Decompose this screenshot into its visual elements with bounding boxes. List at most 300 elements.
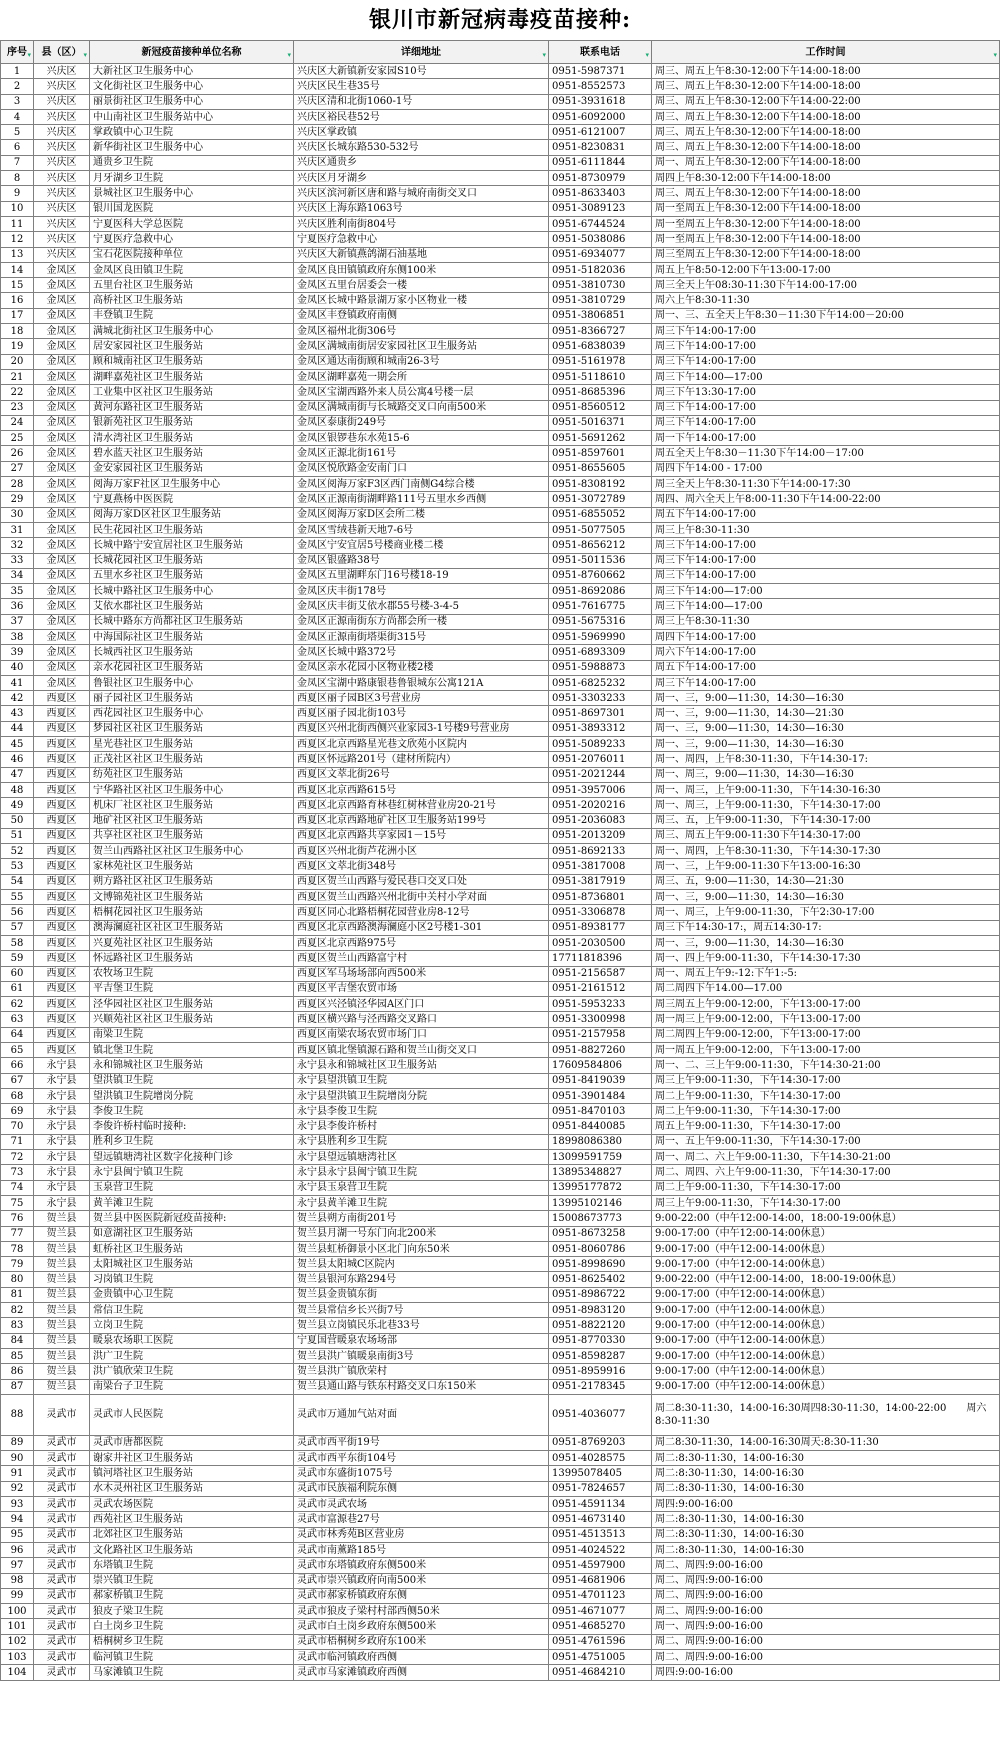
cell-address: 西夏区丽子园B区3号营业房	[294, 691, 549, 706]
cell-address: 金凤区长城中路372号	[294, 645, 549, 660]
cell-site-name: 清水湾社区卫生服务站	[90, 431, 294, 446]
cell-address: 金凤区丰登镇政府南侧	[294, 308, 549, 323]
cell-district: 贺兰县	[34, 1241, 90, 1256]
cell-site-name: 碧水蓝天社区卫生服务站	[90, 446, 294, 461]
cell-site-name: 灵武市唐都医院	[90, 1435, 294, 1450]
cell-hours: 周三下午14:00-17:00	[652, 415, 1000, 430]
cell-hours: 周五上午9:00-11:30，下午14:30-17:00	[652, 1119, 1000, 1134]
cell-district: 西夏区	[34, 737, 90, 752]
cell-district: 金凤区	[34, 354, 90, 369]
cell-hours: 周三上午8:30-11:30	[652, 614, 1000, 629]
cell-phone: 0951-3931618	[549, 94, 652, 109]
cell-phone: 0951-5118610	[549, 369, 652, 384]
cell-index: 42	[1, 691, 34, 706]
cell-site-name: 立岗卫生院	[90, 1318, 294, 1333]
cell-index: 34	[1, 568, 34, 583]
cell-district: 金凤区	[34, 324, 90, 339]
cell-address: 灵武市马家滩镇政府西侧	[294, 1665, 549, 1680]
cell-address: 永宁县永和锦城社区卫生服务站	[294, 1058, 549, 1073]
cell-hours: 周一下午14:00-17:00	[652, 431, 1000, 446]
cell-address: 灵武市西平街19号	[294, 1435, 549, 1450]
cell-district: 金凤区	[34, 553, 90, 568]
cell-index: 65	[1, 1043, 34, 1058]
cell-hours: 周一周五上午9:00-12:00，下午13:00-17:00	[652, 1043, 1000, 1058]
cell-address: 永宁县永宁县闽宁镇卫生院	[294, 1165, 549, 1180]
cell-site-name: 虹桥社区卫生服务站	[90, 1241, 294, 1256]
cell-hours: 周二上午9:00-11:30，下午14:30-17:00	[652, 1180, 1000, 1195]
cell-phone: 0951-3817008	[549, 859, 652, 874]
cell-index: 20	[1, 354, 34, 369]
table-row	[1, 1012, 1000, 1027]
cell-phone: 0951-3810730	[549, 278, 652, 293]
cell-address: 贺兰县金贵镇东街	[294, 1287, 549, 1302]
cell-hours: 周一、三，9:00—11:30，14:30—16:30	[652, 935, 1000, 950]
cell-district: 西夏区	[34, 859, 90, 874]
table-row	[1, 1180, 1000, 1195]
cell-phone: 0951-3089123	[549, 201, 652, 216]
table-row	[1, 1604, 1000, 1619]
cell-hours: 周二、周四:9:00-16:00	[652, 1588, 1000, 1603]
cell-index: 14	[1, 262, 34, 277]
cell-index: 52	[1, 844, 34, 859]
cell-site-name: 南梁卫生院	[90, 1027, 294, 1042]
cell-phone: 0951-8685396	[549, 385, 652, 400]
cell-site-name: 梧桐花园社区卫生服务站	[90, 905, 294, 920]
table-row	[1, 767, 1000, 782]
cell-address: 金凤区泰康街249号	[294, 415, 549, 430]
cell-site-name: 掌政镇中心卫生院	[90, 125, 294, 140]
cell-address: 西夏区贺兰山西路富宁村	[294, 951, 549, 966]
cell-district: 西夏区	[34, 721, 90, 736]
cell-index: 90	[1, 1451, 34, 1466]
table-row	[1, 1665, 1000, 1680]
table-row	[1, 1043, 1000, 1058]
table-row	[1, 431, 1000, 446]
cell-hours: 周二:8:30-11:30，14:00-16:30	[652, 1512, 1000, 1527]
cell-index: 71	[1, 1134, 34, 1149]
table-row	[1, 1394, 1000, 1435]
cell-hours: 周二、周四:9:00-16:00	[652, 1573, 1000, 1588]
table-row	[1, 1027, 1000, 1042]
cell-index: 7	[1, 155, 34, 170]
filter-dropdown-icon[interactable]: ▾	[27, 50, 31, 59]
cell-phone: 0951-6744524	[549, 216, 652, 231]
cell-index: 101	[1, 1619, 34, 1634]
cell-address: 西夏区北京西路育林巷红树林营业房20-21号	[294, 798, 549, 813]
cell-hours: 周三下午14:00-17:00	[652, 400, 1000, 415]
cell-phone: 0951-8470103	[549, 1104, 652, 1119]
cell-district: 灵武市	[34, 1512, 90, 1527]
cell-district: 贺兰县	[34, 1333, 90, 1348]
cell-hours: 周三、周五上午8:30-12:00下午14:00-18:00	[652, 186, 1000, 201]
cell-district: 金凤区	[34, 629, 90, 644]
cell-site-name: 文博锦苑社区卫生服务站	[90, 890, 294, 905]
cell-hours: 周一、周三，上午9:00-11:30，下午14:30-17:00	[652, 798, 1000, 813]
cell-index: 31	[1, 522, 34, 537]
cell-phone: 0951-4597900	[549, 1558, 652, 1573]
cell-hours: 周四、周六全天上午8:00-11:30下午14:00-22:00	[652, 492, 1000, 507]
cell-address: 永宁县望洪镇卫生院	[294, 1073, 549, 1088]
cell-phone: 0951-8366727	[549, 324, 652, 339]
table-row	[1, 1527, 1000, 1542]
table-row	[1, 507, 1000, 522]
cell-phone: 0951-2178345	[549, 1379, 652, 1394]
cell-district: 兴庆区	[34, 140, 90, 155]
cell-phone: 0951-5987371	[549, 64, 652, 79]
table-row	[1, 1303, 1000, 1318]
cell-address: 永宁县胜利乡卫生院	[294, 1134, 549, 1149]
cell-phone: 0951-6855052	[549, 507, 652, 522]
cell-district: 灵武市	[34, 1527, 90, 1542]
cell-hours: 周三、周五上午8:30-12:00下午14:00-18:00	[652, 109, 1000, 124]
cell-district: 永宁县	[34, 1150, 90, 1165]
cell-index: 64	[1, 1027, 34, 1042]
header-phone[interactable]: 联系电话 ▾	[549, 41, 652, 64]
cell-site-name: 镇北堡卫生院	[90, 1043, 294, 1058]
cell-index: 103	[1, 1649, 34, 1664]
table-row	[1, 1364, 1000, 1379]
cell-site-name: 长城中路宁安宜居社区卫生服务站	[90, 538, 294, 553]
cell-site-name: 李俊许桥村临时接种:	[90, 1119, 294, 1134]
cell-hours: 9:00-17:00（中午12:00-14:00休息）	[652, 1303, 1000, 1318]
cell-site-name: 金贵镇中心卫生院	[90, 1287, 294, 1302]
cell-site-name: 狼皮子梁卫生院	[90, 1604, 294, 1619]
table-row	[1, 1512, 1000, 1527]
cell-phone: 0951-5077505	[549, 522, 652, 537]
cell-address: 西夏区军马场场部向西500米	[294, 966, 549, 981]
cell-hours: 周三下午14:30-17:，周五14:30-17:	[652, 920, 1000, 935]
cell-index: 68	[1, 1088, 34, 1103]
cell-phone: 0951-5016371	[549, 415, 652, 430]
cell-index: 6	[1, 140, 34, 155]
filter-dropdown-icon[interactable]: ▾	[993, 50, 997, 59]
cell-hours: 周六下午14:00-17:00	[652, 645, 1000, 660]
cell-address: 灵武市梧桐树乡政府东100米	[294, 1634, 549, 1649]
cell-address: 贺兰县通山路与铁东村路交叉口东150米	[294, 1379, 549, 1394]
cell-site-name: 艾依水郡社区卫生服务站	[90, 599, 294, 614]
cell-index: 57	[1, 920, 34, 935]
cell-hours: 周一、二、三上午9:00-11:30，下午14:30-21:00	[652, 1058, 1000, 1073]
cell-site-name: 宝石花医院接种单位	[90, 247, 294, 262]
cell-hours: 周三下午14:00-17:00	[652, 339, 1000, 354]
cell-index: 67	[1, 1073, 34, 1088]
cell-hours: 周五下午14:00-17:00	[652, 660, 1000, 675]
filter-dropdown-icon[interactable]: ▾	[287, 50, 291, 59]
cell-hours: 周一、三，9:00—11:30，14:30—16:30	[652, 890, 1000, 905]
cell-address: 金凤区雪绒巷新天地7-6号	[294, 522, 549, 537]
cell-district: 金凤区	[34, 660, 90, 675]
cell-phone: 17609584806	[549, 1058, 652, 1073]
cell-site-name: 暖泉农场职工医院	[90, 1333, 294, 1348]
cell-index: 77	[1, 1226, 34, 1241]
cell-site-name: 泾华园社区社区卫生服务站	[90, 997, 294, 1012]
cell-phone: 0951-4028575	[549, 1451, 652, 1466]
cell-address: 西夏区北京西路澳海澜庭小区2号楼1-301	[294, 920, 549, 935]
cell-district: 西夏区	[34, 1012, 90, 1027]
cell-phone: 0951-2157958	[549, 1027, 652, 1042]
cell-site-name: 西苑社区卫生服务站	[90, 1512, 294, 1527]
cell-hours: 9:00-17:00（中午12:00-14:00休息）	[652, 1287, 1000, 1302]
cell-phone: 0951-4761596	[549, 1634, 652, 1649]
cell-district: 贺兰县	[34, 1348, 90, 1363]
cell-site-name: 望洪镇卫生院	[90, 1073, 294, 1088]
cell-site-name: 满城北街社区卫生服务中心	[90, 324, 294, 339]
cell-site-name: 黄河东路社区卫生服务站	[90, 400, 294, 415]
filter-dropdown-icon[interactable]: ▾	[83, 50, 87, 59]
cell-phone: 17711818396	[549, 951, 652, 966]
cell-phone: 0951-2013209	[549, 828, 652, 843]
cell-phone: 0951-3300998	[549, 1012, 652, 1027]
vaccination-sites-table	[0, 40, 1000, 1681]
cell-phone: 0951-7616775	[549, 599, 652, 614]
cell-phone: 0951-8625402	[549, 1272, 652, 1287]
cell-site-name: 金安家园社区卫生服务站	[90, 461, 294, 476]
cell-district: 永宁县	[34, 1119, 90, 1134]
cell-phone: 0951-4671077	[549, 1604, 652, 1619]
cell-index: 73	[1, 1165, 34, 1180]
table-row	[1, 140, 1000, 155]
cell-phone: 0951-6092000	[549, 109, 652, 124]
cell-index: 43	[1, 706, 34, 721]
cell-address: 金凤区良田镇镇政府东侧100米	[294, 262, 549, 277]
cell-index: 29	[1, 492, 34, 507]
cell-site-name: 临河镇卫生院	[90, 1649, 294, 1664]
cell-index: 18	[1, 324, 34, 339]
table-row	[1, 997, 1000, 1012]
cell-site-name: 正茂社区社区卫生服务站	[90, 752, 294, 767]
table-row	[1, 1466, 1000, 1481]
header-site-name[interactable]: 新冠疫苗接种单位名称 ▾	[90, 41, 294, 64]
cell-index: 11	[1, 216, 34, 231]
cell-address: 金凤区正源北街161号	[294, 446, 549, 461]
cell-address: 金凤区阅海万家F3区西门南侧G4综合楼	[294, 477, 549, 492]
cell-district: 金凤区	[34, 614, 90, 629]
cell-district: 金凤区	[34, 522, 90, 537]
cell-hours: 9:00-17:00（中午12:00-14:00休息）	[652, 1364, 1000, 1379]
cell-index: 50	[1, 813, 34, 828]
cell-district: 西夏区	[34, 951, 90, 966]
cell-index: 55	[1, 890, 34, 905]
cell-index: 60	[1, 966, 34, 981]
cell-hours: 周一、三，9:00—11:30，14:30—21:30	[652, 706, 1000, 721]
cell-district: 金凤区	[34, 415, 90, 430]
cell-hours: 周三、周五上午8:30-12:00下午14:00-18:00	[652, 79, 1000, 94]
cell-district: 永宁县	[34, 1073, 90, 1088]
cell-district: 兴庆区	[34, 201, 90, 216]
cell-hours: 周六上午8:30-11:30	[652, 293, 1000, 308]
cell-address: 金凤区正源南街东方尚都会所一楼	[294, 614, 549, 629]
table-row	[1, 94, 1000, 109]
cell-phone: 0951-8308192	[549, 477, 652, 492]
cell-hours: 周二:8:30-11:30，14:00-16:30	[652, 1481, 1000, 1496]
cell-hours: 周三上午9:00-11:30，下午14:30-17:00	[652, 1073, 1000, 1088]
cell-district: 灵武市	[34, 1665, 90, 1680]
cell-district: 兴庆区	[34, 186, 90, 201]
cell-address: 兴庆区通贵乡	[294, 155, 549, 170]
cell-phone: 0951-6111844	[549, 155, 652, 170]
cell-index: 96	[1, 1542, 34, 1557]
header-address[interactable]: 详细地址 ▾	[294, 41, 549, 64]
cell-hours: 周四上午8:30-12:00下午14:00-18:00	[652, 171, 1000, 186]
cell-site-name: 黄羊滩卫生院	[90, 1195, 294, 1210]
table-row	[1, 584, 1000, 599]
cell-index: 19	[1, 339, 34, 354]
cell-district: 贺兰县	[34, 1364, 90, 1379]
cell-hours: 9:00-22:00（中午12:00-14:00，18:00-19:00休息）	[652, 1211, 1000, 1226]
cell-address: 西夏区同心北路梧桐花园营业房8-12号	[294, 905, 549, 920]
cell-phone: 0951-8692086	[549, 584, 652, 599]
header-index[interactable]: 序号 ▾	[1, 41, 34, 64]
cell-hours: 周三、周五上午8:30-12:00下午14:00-18:00	[652, 125, 1000, 140]
cell-phone: 0951-2076011	[549, 752, 652, 767]
cell-index: 3	[1, 94, 34, 109]
cell-address: 兴庆区上海东路1063号	[294, 201, 549, 216]
cell-index: 84	[1, 1333, 34, 1348]
table-row	[1, 1119, 1000, 1134]
cell-hours: 周三全天上午8:30-11:30下午14:00-17:30	[652, 477, 1000, 492]
cell-site-name: 兴顺苑社区社区卫生服务站	[90, 1012, 294, 1027]
cell-district: 贺兰县	[34, 1287, 90, 1302]
cell-hours: 周二、周四:9:00-16:00	[652, 1634, 1000, 1649]
cell-district: 西夏区	[34, 997, 90, 1012]
cell-address: 灵武市东塔镇政府东侧500米	[294, 1558, 549, 1573]
table-row	[1, 844, 1000, 859]
cell-address: 永宁县李俊卫生院	[294, 1104, 549, 1119]
cell-hours: 周二上午9:00-11:30，下午14:30-17:00	[652, 1088, 1000, 1103]
cell-district: 西夏区	[34, 874, 90, 889]
cell-address: 金凤区满城南街与长城路交叉口向南500米	[294, 400, 549, 415]
cell-index: 87	[1, 1379, 34, 1394]
cell-district: 金凤区	[34, 385, 90, 400]
cell-phone: 13995177872	[549, 1180, 652, 1195]
cell-site-name: 长城中路社区卫生服务中心	[90, 584, 294, 599]
cell-site-name: 银川国龙医院	[90, 201, 294, 216]
cell-phone: 0951-8598287	[549, 1348, 652, 1363]
table-row	[1, 553, 1000, 568]
cell-district: 金凤区	[34, 461, 90, 476]
cell-index: 36	[1, 599, 34, 614]
table-row	[1, 477, 1000, 492]
cell-index: 72	[1, 1150, 34, 1165]
cell-index: 17	[1, 308, 34, 323]
cell-hours: 周一、周二、六上午9:00-11:30，下午14:30-21:00	[652, 1150, 1000, 1165]
filter-dropdown-icon[interactable]: ▾	[645, 50, 649, 59]
cell-district: 兴庆区	[34, 247, 90, 262]
cell-index: 83	[1, 1318, 34, 1333]
cell-address: 金凤区阅海万家D区会所二楼	[294, 507, 549, 522]
table-row	[1, 828, 1000, 843]
cell-hours: 周一、周四，上午8:30-11:30，下午14:30-17:	[652, 752, 1000, 767]
cell-phone: 0951-6893309	[549, 645, 652, 660]
table-row	[1, 966, 1000, 981]
cell-district: 灵武市	[34, 1604, 90, 1619]
cell-phone: 0951-3072789	[549, 492, 652, 507]
cell-index: 56	[1, 905, 34, 920]
cell-index: 44	[1, 721, 34, 736]
cell-address: 灵武市南薰路185号	[294, 1542, 549, 1557]
cell-index: 93	[1, 1497, 34, 1512]
header-hours[interactable]: 工作时间 ▾	[652, 41, 1000, 64]
table-row	[1, 369, 1000, 384]
cell-index: 59	[1, 951, 34, 966]
cell-address: 贺兰县洪广镇欣荣村	[294, 1364, 549, 1379]
cell-hours: 周三下午14:00-17:00	[652, 568, 1000, 583]
cell-index: 61	[1, 981, 34, 996]
cell-site-name: 谢家井社区卫生服务站	[90, 1451, 294, 1466]
cell-phone: 0951-8655605	[549, 461, 652, 476]
cell-index: 100	[1, 1604, 34, 1619]
cell-site-name: 金凤区良田镇卫生院	[90, 262, 294, 277]
cell-district: 西夏区	[34, 691, 90, 706]
cell-address: 贺兰县虹桥御景小区北门向东50米	[294, 1241, 549, 1256]
cell-district: 西夏区	[34, 767, 90, 782]
cell-phone: 0951-2156587	[549, 966, 652, 981]
table-row	[1, 125, 1000, 140]
cell-address: 金凤区银锣巷东水苑15-6	[294, 431, 549, 446]
cell-address: 宁夏医疗急救中心	[294, 232, 549, 247]
cell-site-name: 阅海万家F社区卫生服务中心	[90, 477, 294, 492]
cell-site-name: 长城中路东方尚都社区卫生服务站	[90, 614, 294, 629]
cell-phone: 0951-3810729	[549, 293, 652, 308]
cell-index: 102	[1, 1634, 34, 1649]
cell-district: 灵武市	[34, 1394, 90, 1435]
table-row	[1, 385, 1000, 400]
table-row	[1, 599, 1000, 614]
cell-site-name: 月牙湖乡卫生院	[90, 171, 294, 186]
cell-district: 贺兰县	[34, 1379, 90, 1394]
cell-hours: 周二8:30-11:30，14:00-16:30周四8:30-11:30，14:00-22:00 周六8:30-11:30	[652, 1394, 1000, 1435]
cell-index: 30	[1, 507, 34, 522]
cell-address: 西夏区兴州北街芦花洲小区	[294, 844, 549, 859]
cell-phone: 0951-8419039	[549, 1073, 652, 1088]
cell-hours: 周一至周五上午8:30-12:00下午14:00-18:00	[652, 201, 1000, 216]
cell-address: 贺兰县银河东路294号	[294, 1272, 549, 1287]
cell-phone: 18998086380	[549, 1134, 652, 1149]
cell-phone: 0951-5161978	[549, 354, 652, 369]
cell-site-name: 如意湖社区卫生服务站	[90, 1226, 294, 1241]
cell-address: 兴庆区滨河新区唐和路与城府南街交叉口	[294, 186, 549, 201]
cell-index: 104	[1, 1665, 34, 1680]
cell-index: 47	[1, 767, 34, 782]
cell-index: 76	[1, 1211, 34, 1226]
filter-dropdown-icon[interactable]: ▾	[542, 50, 546, 59]
cell-district: 永宁县	[34, 1134, 90, 1149]
cell-address: 兴庆区清和北街1060-1号	[294, 94, 549, 109]
table-row	[1, 171, 1000, 186]
cell-phone: 0951-4591134	[549, 1497, 652, 1512]
cell-district: 金凤区	[34, 262, 90, 277]
cell-site-name: 梧桐树乡卫生院	[90, 1634, 294, 1649]
cell-address: 金凤区宝湖中路康银巷鲁银城东公寓121A	[294, 675, 549, 690]
cell-hours: 周二:8:30-11:30，14:00-16:30	[652, 1466, 1000, 1481]
cell-phone: 0951-8597601	[549, 446, 652, 461]
cell-site-name: 灵武市人民医院	[90, 1394, 294, 1435]
cell-index: 10	[1, 201, 34, 216]
table-row	[1, 1435, 1000, 1450]
cell-site-name: 胜利乡卫生院	[90, 1134, 294, 1149]
header-district[interactable]: 县（区） ▾	[34, 41, 90, 64]
cell-address: 西夏区北京西路地矿社区卫生服务站199号	[294, 813, 549, 828]
cell-site-name: 顾和城南社区卫生服务站	[90, 354, 294, 369]
cell-address: 西夏区横兴路与泾西路交叉路口	[294, 1012, 549, 1027]
cell-district: 金凤区	[34, 431, 90, 446]
cell-district: 贺兰县	[34, 1272, 90, 1287]
cell-address: 灵武市灵武农场	[294, 1497, 549, 1512]
cell-address: 灵武市东盛街1075号	[294, 1466, 549, 1481]
cell-phone: 0951-6825232	[549, 675, 652, 690]
cell-hours: 周一、周四:9:00-16:00	[652, 1619, 1000, 1634]
cell-district: 金凤区	[34, 293, 90, 308]
